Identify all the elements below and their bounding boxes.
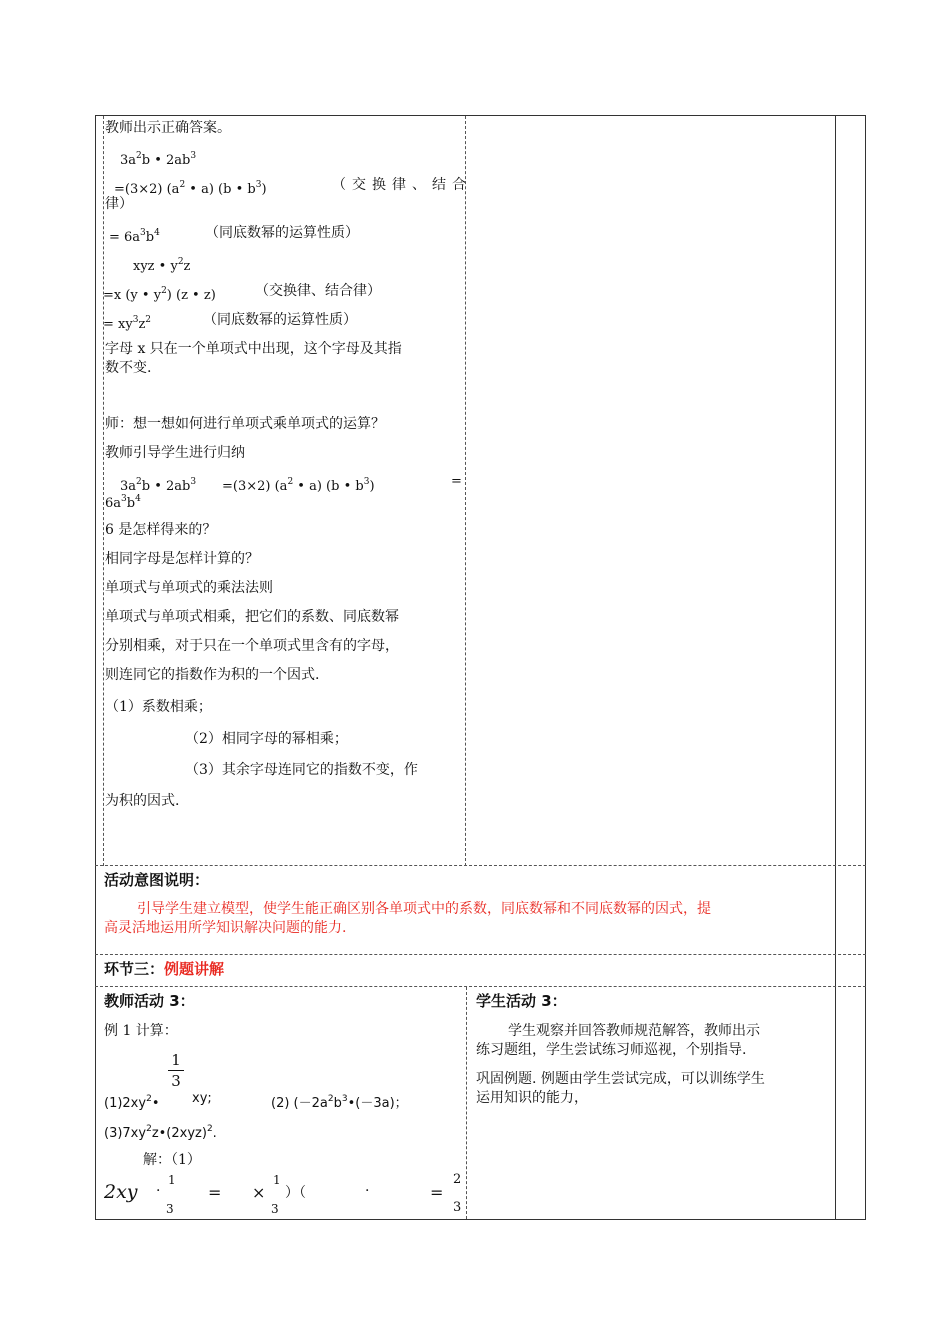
solution-fragment-5: 2 [453,1172,462,1187]
teacher-activity-3-title: 教师活动 3： [104,992,195,1010]
solution-dot-1: · [156,1183,161,1199]
solution-fragment-4: 3 [271,1202,279,1216]
solution-parens: ）（ [285,1185,306,1201]
letter-note-line-2: 数不变. [105,360,152,376]
row-divider-3 [95,986,866,987]
summary-equation-equals: = [451,474,462,489]
exercise-1-tail: xy; [192,1091,212,1106]
column-divider-bottom [466,987,467,1219]
teacher-guide: 教师引导学生进行归纳 [105,445,245,461]
student-activity-3-title: 学生活动 3： [476,992,567,1010]
student-activity-line-2: 练习题组，学生尝试练习师巡视，个别指导. [476,1042,747,1058]
equation-line-3: = $6a^3b^4$ [109,228,160,245]
intent-title: 活动意图说明： [104,871,210,889]
inner-left-rule [103,116,104,866]
exercise-2: (2) ($-2a^2b^3•(-3a)$； [271,1094,408,1111]
rule-line-3: 则连同它的指数作为积的一个因式. [105,667,320,683]
right-margin-rule [835,116,836,1220]
step-3-wrap: 为积的因式. [105,793,180,809]
solution-fragment-1: 1 [168,1173,176,1187]
equation-line-6-note: （同底数幂的运算性质） [203,312,357,328]
column-divider-top [465,116,466,866]
example-1-label: 例 1 计算： [104,1023,178,1039]
exercise-3: $(3)7xy^2z•(2xyz)^2$. [104,1124,217,1141]
equation-line-6: = $xy^3z^2$ [103,315,152,332]
equation-line-2-note: （交换律、结合 [332,177,472,193]
rule-line-2: 分别相乘，对于只在一个单项式里含有的字母， [105,638,399,654]
fraction-denominator: 3 [171,1072,181,1090]
step-3: （3）其余字母连同它的指数不变，作 [185,762,418,778]
step-2: （2）相同字母的幂相乘； [185,731,348,747]
fraction-numerator: 1 [171,1051,181,1069]
solution-dot-2: · [365,1183,370,1199]
equation-line-1: $3a^2b$ • $2ab^3$ [120,151,197,168]
equation-line-3-note: （同底数幂的运算性质） [205,225,359,241]
row-divider-2 [95,954,866,955]
student-activity-line-4: 运用知识的能力， [476,1090,588,1106]
student-activity-line-3: 巩固例题. 例题由学生尝试完成，可以训练学生 [476,1071,765,1087]
teacher-answer-line: 教师出示正确答案。 [105,120,231,136]
summary-equation-left: $3a^2b$ • $2ab^3$ [120,477,197,494]
solution-fragment-6: 3 [453,1200,462,1215]
summary-equation-middle: =(3×2) ($a^2$ • a) (b • $b^3$) [222,477,375,494]
solution-fragment-3: 1 [273,1173,281,1187]
intent-line-2: 高灵活地运用所学知识解决问题的能力. [104,920,347,936]
fraction-one-third [168,1051,184,1090]
student-activity-line-1: 学生观察并回答教师规范解答，教师出示 [508,1023,760,1039]
step-1: （1）系数相乘； [105,699,212,715]
rule-heading: 单项式与单项式的乘法法则 [105,580,273,596]
teacher-question: 师：想一想如何进行单项式乘单项式的运算？ [105,416,385,432]
solution-expression: 2xy [104,1181,138,1203]
solution-equals-1: = [208,1183,222,1202]
equation-line-5-note: （交换律、结合律） [255,283,381,299]
question-same-letters: 相同字母是怎样计算的？ [105,551,259,567]
letter-note-line-1: 字母 x 只在一个单项式中出现，这个字母及其指 [105,341,402,357]
intent-line-1: 引导学生建立模型，使学生能正确区别各单项式中的系数，同底数幂和不同底数幂的因式，提 [137,901,711,917]
solution-label: 解：（1） [143,1152,201,1168]
equation-line-2: =(3×2) ($a^2$ • a) (b • $b^3$) [114,180,267,197]
equation-line-5: =x (y • $y^2$) (z • z) [103,286,216,303]
solution-times: × [252,1183,266,1202]
equation-line-4: xyz • $y^2z$ [133,257,191,274]
equation-line-2-note-wrap: 律） [105,196,133,212]
exercise-1: $(1)2xy^2•$ [104,1094,160,1111]
solution-fragment-2: 3 [166,1202,174,1216]
question-coefficient: 6 是怎样得来的？ [105,522,217,538]
row-divider-1 [95,865,866,866]
summary-equation-result: $6a^3b^4$ [105,494,141,511]
rule-line-1: 单项式与单项式相乘，把它们的系数、同底数幂 [105,609,399,625]
section-3-heading: 环节三：例题讲解 [104,960,225,978]
solution-equals-2: = [430,1183,444,1202]
